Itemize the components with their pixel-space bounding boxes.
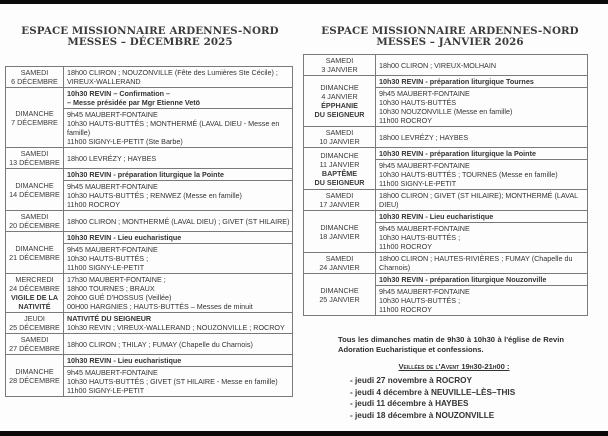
mass-line: 18h00 CLIRON ; THILAY ; FUMAY (Chapelle du Charnois) xyxy=(67,339,253,349)
mass-times-cell xyxy=(376,127,588,148)
day-label: DU SEIGNEUR xyxy=(314,177,365,187)
day-label: DIMANCHE xyxy=(320,285,359,295)
mass-line: 9h45 MAUBERT-FONTAINE xyxy=(379,89,470,98)
mass-times-cell xyxy=(64,334,293,355)
vigil-item: - jeudi 18 décembre à NOUZONVILLE xyxy=(350,410,495,420)
day-label: JEUDI xyxy=(24,314,45,323)
adoration-note: Tous les dimanches matin de 9h30 à 10h30 à l'église de Revin Adoration Eucharistique et confessions. xyxy=(338,335,564,354)
day-label: SAMEDI xyxy=(325,128,354,137)
mass-line: 10h30 HAUTS-BUTTÉS ; xyxy=(67,254,149,263)
mass-line: 11h00 ROCROY xyxy=(379,116,432,125)
day-label: 21 DÉCEMBRE xyxy=(9,252,60,262)
schedule-row xyxy=(304,55,588,76)
mass-line: 10h30 REVIN - préparation liturgique Tournes xyxy=(379,77,534,86)
mass-line: 10h30 HAUTS-BUTTÉS ; TOURNES (Messe en famille) xyxy=(379,170,558,179)
bottom-scan-border xyxy=(0,431,608,436)
highlighted-mass-cell xyxy=(376,76,588,88)
day-label: 10 JANVIER xyxy=(319,137,360,146)
mass-line: 10h30 REVIN - Lieu eucharistique xyxy=(379,212,494,221)
mass-line: 9h45 MAUBERT-FONTAINE xyxy=(67,245,158,254)
mass-line: 10h30 HAUTS-BUTTÉS ; GIVET (ST HILAIRE - Messe en famille) xyxy=(67,377,278,386)
mass-times-cell xyxy=(64,181,293,211)
schedule-row xyxy=(6,211,293,232)
day-label: 18 JANVIER xyxy=(319,231,360,241)
title-line-2: MESSES – DÉCEMBRE 2025 xyxy=(67,36,233,48)
mass-times-cell xyxy=(64,109,293,148)
mass-line: famille) xyxy=(67,128,91,137)
day-label: SAMEDI xyxy=(20,68,49,77)
mass-line: 10h30 HAUTS-BUTTÉS ; xyxy=(379,233,461,242)
mass-line: 18h00 TOURNES ; BRAUX xyxy=(67,284,155,293)
highlighted-mass-cell xyxy=(64,232,293,244)
schedule-row xyxy=(6,67,293,88)
mass-line: NATIVITÉ DU SEIGNEUR xyxy=(67,314,152,323)
day-cell xyxy=(6,313,64,334)
mass-line: 11h00 SIGNY-LE-PETIT (Ste Barbe) xyxy=(67,137,183,146)
day-label: ÉPPHANIE xyxy=(321,101,358,110)
mass-line: 11h00 ROCROY xyxy=(379,242,432,251)
mass-line: 10h30 HAUTS-BUTTÉS ; xyxy=(379,296,461,305)
schedule-row xyxy=(6,148,293,169)
day-cell xyxy=(304,55,376,76)
day-label: 27 DÉCEMBRE xyxy=(9,344,60,353)
day-label: 4 JANVIER xyxy=(321,92,358,101)
day-cell xyxy=(6,211,64,232)
day-label: 28 DÉCEMBRE xyxy=(9,375,60,385)
day-cell xyxy=(6,274,64,313)
advent-vigils-title: Veillées de l'Avent 19h30-21h00 : xyxy=(398,362,510,371)
schedule-row xyxy=(304,274,588,286)
mass-line: 9h45 MAUBERT-FONTAINE xyxy=(379,224,470,233)
mass-times-cell xyxy=(64,274,293,313)
day-cell xyxy=(304,211,376,253)
highlighted-mass-cell xyxy=(64,88,293,109)
day-label: DIMANCHE xyxy=(320,83,359,92)
mass-line: 11h00 SIGNY-LE-PETIT xyxy=(67,263,145,272)
day-label: MERCREDI xyxy=(15,275,54,284)
title-line-1: ESPACE MISSIONNAIRE ARDENNES-NORD xyxy=(321,25,579,37)
january-title xyxy=(300,26,600,48)
day-label: 20 DÉCEMBRE xyxy=(9,221,60,230)
schedule-row xyxy=(304,253,588,274)
mass-line: 11h00 SIGNY-LE-PETIT xyxy=(379,179,457,188)
day-label: SAMEDI xyxy=(20,335,49,344)
title-line-1: ESPACE MISSIONNAIRE ARDENNES-NORD xyxy=(21,25,279,37)
mass-line: 18h00 CLIRON ; MONTHERMÉ (LAVAL DIEU) ; GIVET (ST HILAIRE) xyxy=(67,216,290,226)
december-schedule-table xyxy=(5,66,293,397)
day-label: VIGILE DE LA xyxy=(10,293,59,302)
day-cell xyxy=(6,355,64,397)
day-cell xyxy=(6,334,64,355)
day-label: 24 JANVIER xyxy=(319,263,360,272)
mass-line: 11h00 ROCROY xyxy=(67,200,120,209)
top-scan-border xyxy=(0,0,608,4)
day-label: 25 JANVIER xyxy=(319,294,360,304)
mass-line: 10h30 HAUTS-BUTTÉS ; RENWEZ (Messe en famille) xyxy=(67,191,242,200)
mass-line: VIREUX-WALLERAND xyxy=(67,77,141,86)
day-cell xyxy=(304,190,376,211)
mass-line: 10h30 NOUZONVILLE (Messe en famille) xyxy=(379,107,513,116)
day-label: SAMEDI xyxy=(325,191,354,200)
schedule-row xyxy=(6,169,293,181)
schedule-row xyxy=(304,76,588,88)
day-label: 24 DÉCEMBRE xyxy=(9,284,60,293)
mass-line: 10h30 REVIN - préparation liturgique la Pointe xyxy=(67,170,224,179)
day-cell xyxy=(304,148,376,190)
mass-line: 18h00 LEVRÉZY ; HAYBES xyxy=(67,153,157,163)
day-label: SAMEDI xyxy=(325,56,354,65)
day-cell xyxy=(6,148,64,169)
mass-line: 10h30 HAUTS-BUTTÉS xyxy=(379,98,457,107)
mass-line: 20h00 GUÉ D'HOSSUS (Veillée) xyxy=(67,293,172,302)
day-label: DU SEIGNEUR xyxy=(314,110,365,119)
day-label: SAMEDI xyxy=(325,254,354,263)
mass-times-cell xyxy=(64,211,293,232)
mass-line: 10h30 REVIN ; VIREUX-WALLERAND ; NOUZONVILLE ; ROCROY xyxy=(67,323,285,332)
mass-line: 11h00 ROCROY xyxy=(379,305,432,314)
highlighted-mass-cell xyxy=(376,211,588,223)
day-label: 25 DÉCEMBRE xyxy=(9,323,60,332)
day-label: DIMANCHE xyxy=(15,180,54,190)
mass-times-cell xyxy=(376,253,588,274)
day-cell xyxy=(6,88,64,148)
mass-line: 10h30 REVIN – Confirmation – xyxy=(67,89,171,98)
mass-times-cell xyxy=(64,67,293,88)
mass-line: 10h30 REVIN - préparation liturgique Nouzonville xyxy=(379,275,547,284)
day-label: 7 DÉCEMBRE xyxy=(11,117,58,127)
day-label: DIMANCHE xyxy=(320,150,359,160)
highlighted-mass-cell xyxy=(64,355,293,367)
mass-line: – Messe présidée par Mgr Etienne Vetö xyxy=(67,98,201,107)
day-label: 13 DÉCEMBRE xyxy=(9,158,60,167)
day-label: 6 DÉCEMBRE xyxy=(11,77,58,86)
day-cell xyxy=(6,169,64,211)
day-label: 11 JANVIER xyxy=(319,159,360,169)
highlighted-mass-cell xyxy=(376,274,588,286)
mass-times-cell xyxy=(376,160,588,190)
mass-line: 9h45 MAUBERT-FONTAINE xyxy=(379,161,470,170)
schedule-row xyxy=(304,148,588,160)
mass-line: 11h00 SIGNY-LE-PETIT xyxy=(67,386,145,395)
day-label: BAPTÊME xyxy=(321,168,358,178)
vigil-item: - jeudi 27 novembre à ROCROY xyxy=(350,376,472,385)
day-label: SAMEDI xyxy=(20,212,49,221)
mass-times-cell xyxy=(376,190,588,211)
day-label: SAMEDI xyxy=(20,149,49,158)
mass-times-cell xyxy=(376,286,588,316)
day-label: 3 JANVIER xyxy=(321,65,358,74)
mass-line: 10h30 REVIN - Lieu eucharistique xyxy=(67,356,182,365)
day-label: DIMANCHE xyxy=(15,243,54,253)
schedule-row xyxy=(304,211,588,223)
mass-line: DIEU) xyxy=(379,200,399,209)
mass-line: 9h45 MAUBERT-FONTAINE xyxy=(67,110,158,119)
mass-times-cell xyxy=(64,367,293,397)
schedule-row xyxy=(6,274,293,313)
day-label: NATIVITÉ xyxy=(18,302,51,311)
mass-line: 10h30 REVIN - Lieu eucharistique xyxy=(67,233,182,242)
mass-line: 18h00 CLIRON ; VIREUX-MOLHAIN xyxy=(379,60,497,70)
mass-times-cell xyxy=(64,244,293,274)
day-cell xyxy=(304,274,376,316)
day-cell xyxy=(304,127,376,148)
mass-times-cell xyxy=(64,148,293,169)
mass-line: 18h00 CLIRON ; GIVET (ST HILAIRE); MONTHERMÉ (LAVAL xyxy=(379,191,579,200)
highlighted-mass-cell xyxy=(64,169,293,181)
mass-times-cell xyxy=(64,313,293,334)
vigil-item: - jeudi 11 décembre à HAYBES xyxy=(350,399,469,408)
mass-line: 9h45 MAUBERT-FONTAINE xyxy=(67,182,158,191)
advent-vigils-list xyxy=(350,375,515,421)
schedule-row xyxy=(304,190,588,211)
mass-line: 9h45 MAUBERT-FONTAINE xyxy=(67,368,158,377)
day-label: 17 JANVIER xyxy=(319,200,360,209)
mass-line: 10h30 REVIN - préparation liturgique la Pointe xyxy=(379,149,536,158)
mass-line: 00H00 HARGNIES ; HAUTS-BUTTÉS – Messes de minuit xyxy=(67,302,253,311)
january-schedule-table xyxy=(303,54,588,316)
december-title xyxy=(0,26,300,48)
title-line-2: MESSES – JANVIER 2026 xyxy=(376,36,524,48)
vigil-item: - jeudi 4 décembre à NEUVILLE–LÈS–THIS xyxy=(350,387,516,397)
mass-times-cell xyxy=(376,55,588,76)
schedule-row xyxy=(6,355,293,367)
mass-line: 10h30 HAUTS-BUTTÉS ; MONTHERMÉ (LAVAL DIEU - Messe en xyxy=(67,119,280,128)
day-label: DIMANCHE xyxy=(15,366,54,376)
mass-times-cell xyxy=(376,88,588,127)
schedule-row xyxy=(6,88,293,109)
day-label: 14 DÉCEMBRE xyxy=(9,189,60,199)
day-label: DIMANCHE xyxy=(15,108,54,118)
day-cell xyxy=(6,232,64,274)
highlighted-mass-cell xyxy=(376,148,588,160)
mass-line: Charnois) xyxy=(379,263,411,272)
schedule-row xyxy=(6,334,293,355)
mass-line: 17h30 MAUBERT-FONTAINE ; xyxy=(67,275,166,284)
day-label: DIMANCHE xyxy=(320,222,359,232)
schedule-row xyxy=(6,232,293,244)
day-cell xyxy=(304,253,376,274)
mass-line: 18h00 CLIRON ; HAUTES-RIVIÈRES ; FUMAY (Chapelle du xyxy=(379,254,573,263)
schedule-row xyxy=(304,127,588,148)
day-cell xyxy=(6,67,64,88)
mass-line: 18h00 CLIRON ; NOUZONVILLE (Fête des Lumières Ste Cécile) ; xyxy=(67,68,278,77)
mass-times-cell xyxy=(376,223,588,253)
day-cell xyxy=(304,76,376,127)
schedule-row xyxy=(6,313,293,334)
mass-line: 9h45 MAUBERT-FONTAINE xyxy=(379,287,470,296)
mass-line: 18h00 LEVRÉZY ; HAYBES xyxy=(379,132,469,142)
